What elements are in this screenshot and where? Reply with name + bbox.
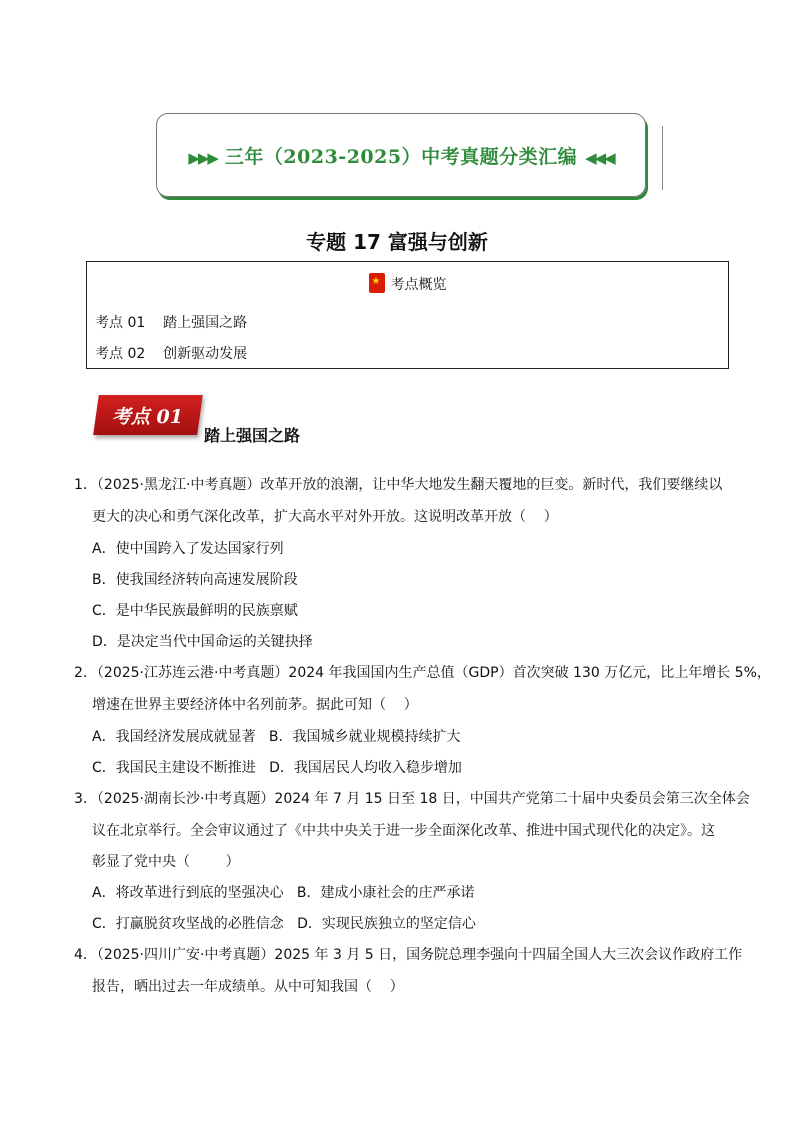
question-1-option-c: C．是中华民族最鲜明的民族禀赋: [92, 603, 298, 619]
question-2-line-1: 2．（2025·江苏连云港·中考真题）2024 年我国国内生产总值（GDP）首次突破 130 万亿元，比上年增长 5%，: [74, 665, 771, 681]
question-1-option-a: A．使中国跨入了发达国家行列: [92, 541, 284, 557]
page-title: 专题 17 富强与创新: [306, 230, 488, 254]
overview-item-1: 考点 01 踏上强国之路: [95, 315, 248, 331]
question-2-options-ab: A．我国经济发展成就显著 B．我国城乡就业规模持续扩大: [92, 729, 461, 745]
overview-box: [86, 261, 729, 369]
overview-heading-label: 考点概览: [390, 277, 447, 293]
question-4-line-1: 4．（2025·四川广安·中考真题）2025 年 3 月 5 日，国务院总理李强向十四届全国人大三次会议作政府工作: [74, 947, 743, 963]
overview-heading: [87, 273, 728, 294]
question-1-option-d: D．是决定当代中国命运的关键抉择: [92, 634, 313, 650]
section-tag: [93, 395, 203, 435]
question-3-options-ab: A．将改革进行到底的坚强决心 B．建成小康社会的庄严承诺: [92, 885, 475, 901]
flag-icon: [369, 273, 385, 293]
banner-text: [180, 142, 621, 169]
question-1-line-1: 1．（2025·黑龙江·中考真题）改革开放的浪潮，让中华大地发生翻天覆地的巨变。新时代，我们要继续以: [74, 477, 723, 493]
question-4-line-2: 报告，晒出过去一年成绩单。从中可知我国（ ）: [92, 979, 404, 995]
section-tag-label: 考点 01: [112, 405, 184, 428]
arrow-left-icon: ◀◀◀: [585, 148, 614, 167]
question-3-line-2: 议在北京举行。全会审议通过了《中共中央关于进一步全面深化改革、推进中国式现代化的决定》。这: [92, 823, 715, 839]
header-banner: [156, 113, 646, 197]
arrow-right-icon: ▶▶▶: [188, 148, 217, 167]
section-title: 踏上强国之路: [204, 426, 301, 445]
question-3-options-cd: C．打赢脱贫攻坚战的必胜信念 D．实现民族独立的坚定信心: [92, 916, 476, 932]
question-2-line-2: 增速在世界主要经济体中名列前茅。据此可知（ ）: [92, 697, 418, 713]
question-1-line-2: 更大的决心和勇气深化改革，扩大高水平对外开放。这说明改革开放（ ）: [92, 509, 558, 525]
question-1-option-b: B．使我国经济转向高速发展阶段: [92, 572, 298, 588]
question-3-line-1: 3．（2025·湖南长沙·中考真题）2024 年 7 月 15 日至 18 日，中国共产党第二十届中央委员会第三次全体会: [74, 791, 750, 807]
banner-title: 三年（2023-2025）中考真题分类汇编: [224, 145, 578, 168]
question-2-options-cd: C．我国民主建设不断推进 D．我国居民人均收入稳步增加: [92, 760, 462, 776]
overview-item-2: 考点 02 创新驱动发展: [95, 346, 248, 362]
banner-side-line: [662, 126, 663, 190]
question-3-line-3: 彰显了党中央（ ）: [92, 854, 240, 870]
